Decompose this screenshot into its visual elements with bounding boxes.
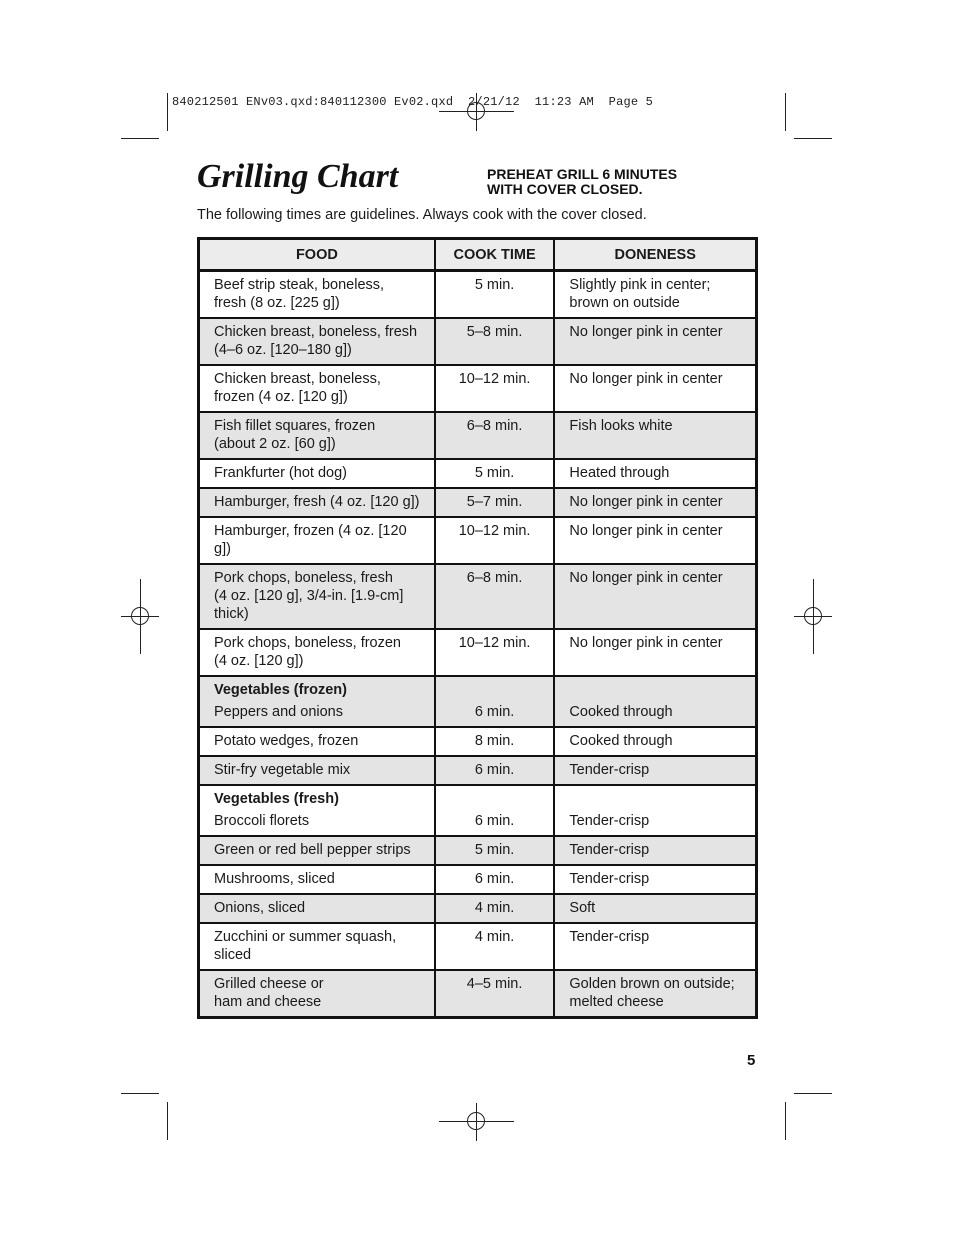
doneness-cell: No longer pink in center [554, 488, 756, 517]
table-row [199, 365, 757, 412]
doneness-cell: Fish looks white [554, 412, 756, 459]
table-row [199, 865, 757, 894]
food-cell [199, 894, 435, 923]
doneness-cell: No longer pink in center [554, 629, 756, 676]
table-row [199, 676, 757, 727]
doneness-cell: Tender-crisp [554, 865, 756, 894]
crop-mark [785, 1102, 786, 1140]
food-cell [199, 365, 435, 412]
table-row [199, 629, 757, 676]
food-label: Stir-fry vegetable mix [214, 762, 351, 778]
crop-mark [121, 1093, 159, 1094]
crop-mark [794, 138, 832, 139]
preheat-note [487, 167, 677, 197]
food-cell [199, 836, 435, 865]
table-row [199, 412, 757, 459]
food-label: Hamburger, fresh (4 oz. [120 g]) [214, 494, 420, 510]
preheat-line: WITH COVER CLOSED. [487, 181, 643, 197]
preheat-line: PREHEAT GRILL 6 MINUTES [487, 166, 678, 182]
doneness-cell: No longer pink in center [554, 365, 756, 412]
food-label: Onions, sliced [214, 900, 306, 916]
crop-mark [121, 138, 159, 139]
table-row [199, 459, 757, 488]
food-cell [199, 488, 435, 517]
crop-mark [794, 1093, 832, 1094]
doneness-cell: Soft [554, 894, 756, 923]
cook-time-cell: 4 min. [435, 923, 555, 970]
doneness-cell: No longer pink in center [554, 318, 756, 365]
table-row [199, 727, 757, 756]
table-body [199, 271, 757, 1018]
table-row [199, 785, 757, 836]
food-label: Mushrooms, sliced [214, 871, 335, 887]
food-label: Grilled cheese or ham and cheese [214, 976, 324, 1010]
cook-time-cell: 6–8 min. [435, 412, 555, 459]
table-row [199, 517, 757, 564]
food-cell [199, 923, 435, 970]
doneness-cell: Tender-crisp [554, 836, 756, 865]
table-row [199, 271, 757, 319]
cook-time-cell: 10–12 min. [435, 517, 555, 564]
table-row [199, 756, 757, 785]
table-row [199, 564, 757, 629]
cook-time-cell: 6 min. [435, 865, 555, 894]
cook-time-cell: 10–12 min. [435, 629, 555, 676]
cook-time-cell: 4–5 min. [435, 970, 555, 1018]
food-cell [199, 564, 435, 629]
food-label: Fish fillet squares, frozen (about 2 oz. [60 g]) [214, 418, 376, 452]
group-heading: Vegetables (frozen) [214, 682, 347, 698]
header-doneness: DONENESS [554, 239, 756, 271]
food-label: Pork chops, boneless, frozen (4 oz. [120 g]) [214, 635, 401, 669]
header-cook-time: COOK TIME [435, 239, 555, 271]
doneness-cell: Tender-crisp [554, 756, 756, 785]
cook-time-cell: 6 min. [435, 785, 555, 836]
doneness-cell: Tender-crisp [554, 785, 756, 836]
food-label: Hamburger, frozen (4 oz. [120 g]) [214, 523, 407, 557]
food-label: Green or red bell pepper strips [214, 842, 411, 858]
food-label: Potato wedges, frozen [214, 733, 359, 749]
cook-time-cell: 8 min. [435, 727, 555, 756]
cook-time-cell: 5–8 min. [435, 318, 555, 365]
page-number: 5 [747, 1052, 756, 1069]
registration-circle [804, 607, 822, 625]
food-label: Chicken breast, boneless, fresh (4–6 oz. [120–180 g]) [214, 324, 418, 358]
food-label: Peppers and onions [214, 704, 343, 720]
food-label: Frankfurter (hot dog) [214, 465, 347, 481]
doneness-cell: Heated through [554, 459, 756, 488]
grilling-table [197, 237, 758, 1019]
food-cell [199, 318, 435, 365]
food-label: Beef strip steak, boneless, fresh (8 oz. [225 g]) [214, 277, 385, 311]
food-cell [199, 271, 435, 319]
cook-time-cell: 5–7 min. [435, 488, 555, 517]
table-row [199, 318, 757, 365]
intro-text: The following times are guidelines. Always cook with the cover closed. [197, 207, 647, 223]
doneness-cell: Golden brown on outside; melted cheese [554, 970, 756, 1018]
food-cell [199, 727, 435, 756]
header-food: FOOD [199, 239, 435, 271]
food-cell [199, 517, 435, 564]
food-label: Pork chops, boneless, fresh (4 oz. [120 g], 3/4-in. [1.9-cm] thick) [214, 570, 404, 622]
doneness-cell: Cooked through [554, 676, 756, 727]
food-cell [199, 756, 435, 785]
cook-time-cell: 5 min. [435, 459, 555, 488]
cook-time-cell: 4 min. [435, 894, 555, 923]
cook-time-cell: 6 min. [435, 756, 555, 785]
food-label: Broccoli florets [214, 813, 310, 829]
table-header-row [199, 239, 757, 271]
doneness-cell: Slightly pink in center; brown on outside [554, 271, 756, 319]
food-cell [199, 459, 435, 488]
doneness-cell: Tender-crisp [554, 923, 756, 970]
table-row [199, 836, 757, 865]
group-heading: Vegetables (fresh) [214, 791, 339, 807]
food-cell [199, 785, 435, 836]
cook-time-cell: 5 min. [435, 271, 555, 319]
print-slug: 840212501 ENv03.qxd:840112300 Ev02.qxd 2/21/12 11:23 AM Page 5 [172, 95, 654, 109]
doneness-cell: No longer pink in center [554, 517, 756, 564]
table-row [199, 970, 757, 1018]
page-title: Grilling Chart [197, 158, 399, 195]
cook-time-cell: 6–8 min. [435, 564, 555, 629]
table-row [199, 923, 757, 970]
food-label: Chicken breast, boneless, frozen (4 oz. [120 g]) [214, 371, 381, 405]
food-cell [199, 970, 435, 1018]
registration-circle [131, 607, 149, 625]
doneness-cell: No longer pink in center [554, 564, 756, 629]
table-row [199, 488, 757, 517]
food-cell [199, 865, 435, 894]
crop-mark [785, 93, 786, 131]
food-cell [199, 412, 435, 459]
cook-time-cell: 5 min. [435, 836, 555, 865]
registration-circle [467, 1112, 485, 1130]
doneness-cell: Cooked through [554, 727, 756, 756]
food-label: Zucchini or summer squash, sliced [214, 929, 397, 963]
cook-time-cell: 10–12 min. [435, 365, 555, 412]
cook-time-cell: 6 min. [435, 676, 555, 727]
crop-mark [167, 93, 168, 131]
crop-mark [167, 1102, 168, 1140]
table-row [199, 894, 757, 923]
food-cell [199, 629, 435, 676]
food-cell [199, 676, 435, 727]
